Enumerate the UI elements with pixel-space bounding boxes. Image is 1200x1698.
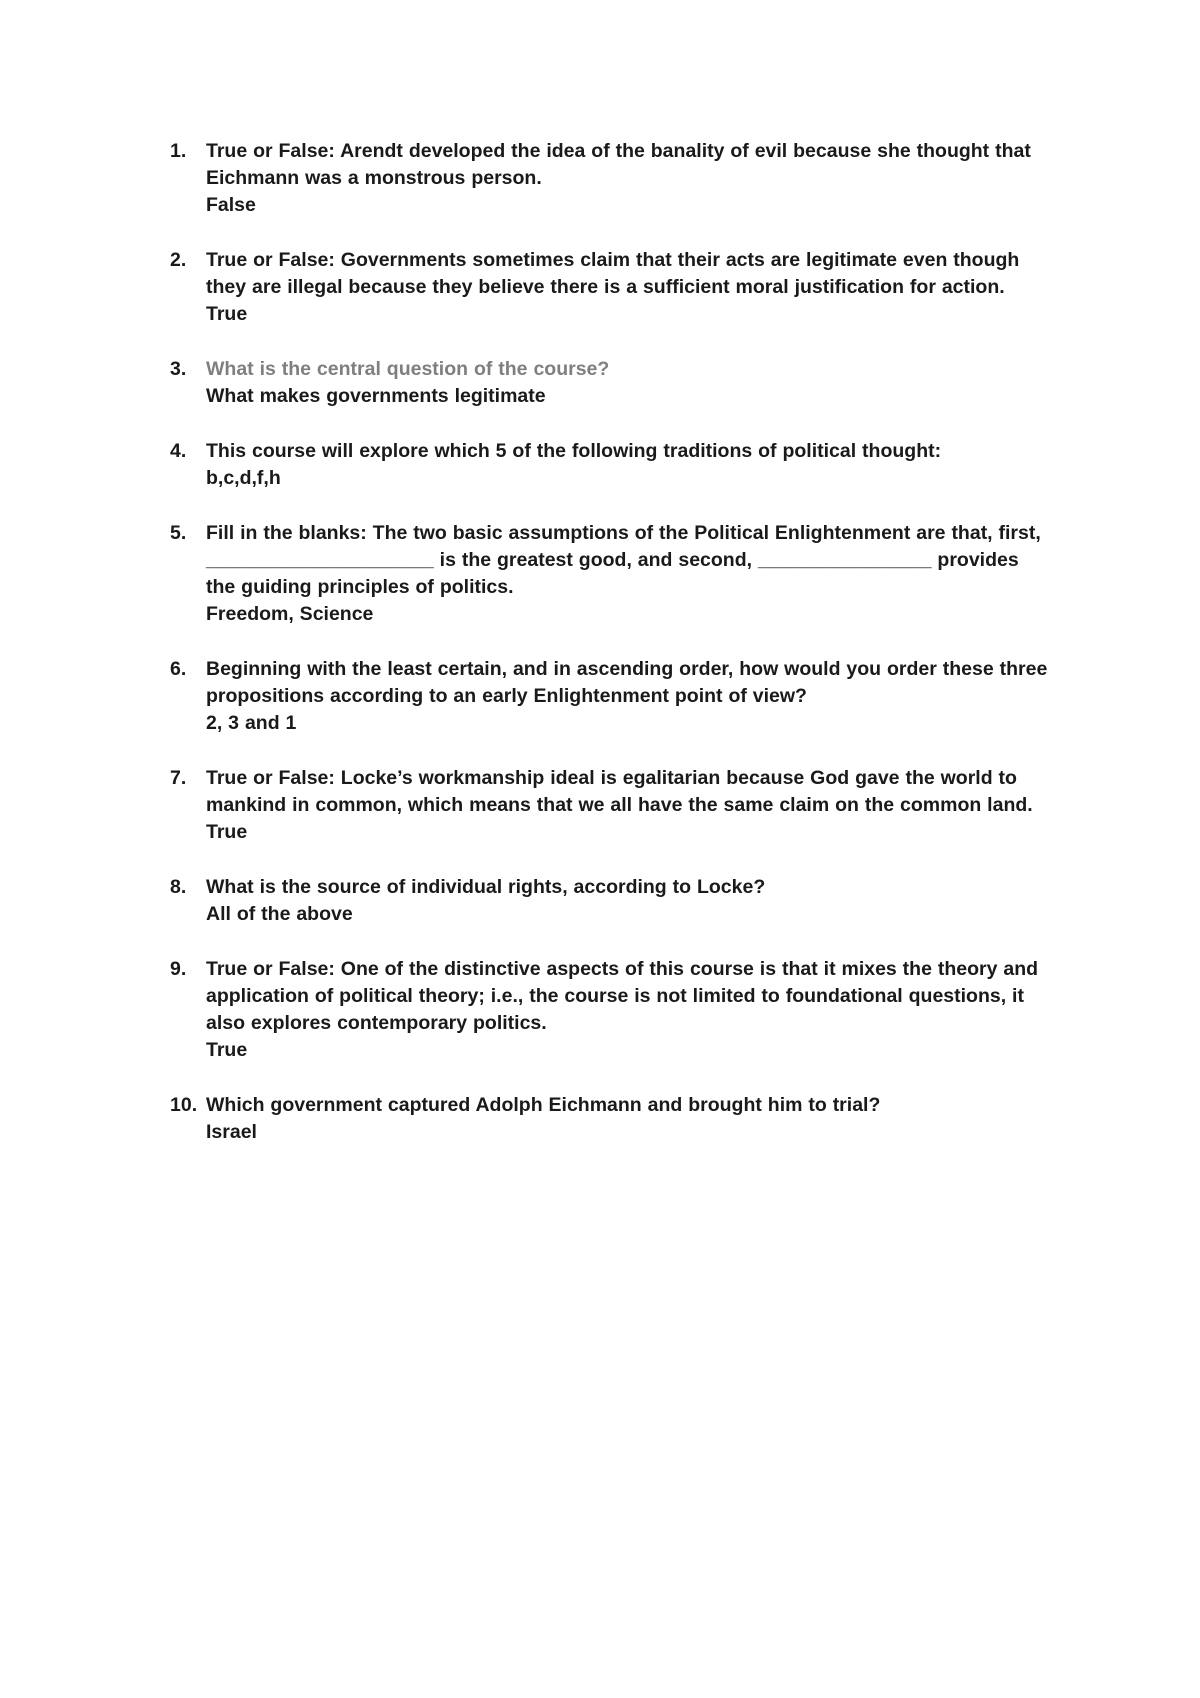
quiz-item-5 bbox=[170, 520, 1050, 628]
question-text: True or False: Locke’s workmanship ideal is egalitarian because God gave the world to mankind in common, which means that we all have the same claim on the common land. bbox=[206, 767, 1033, 816]
item-content bbox=[206, 138, 1050, 219]
quiz-item-2 bbox=[170, 247, 1050, 328]
item-content bbox=[206, 247, 1050, 328]
question-text: What is the source of individual rights, according to Locke? bbox=[206, 876, 766, 898]
quiz-item-4 bbox=[170, 438, 1050, 492]
item-content bbox=[206, 874, 1050, 928]
question-text: What is the central question of the course? bbox=[206, 358, 610, 380]
quiz-answer-list bbox=[170, 138, 1050, 1174]
quiz-item-3 bbox=[170, 356, 1050, 410]
answer-text: b,c,d,f,h bbox=[206, 467, 281, 489]
item-content bbox=[206, 356, 1050, 410]
answer-text: All of the above bbox=[206, 903, 353, 925]
quiz-item-8 bbox=[170, 874, 1050, 928]
quiz-item-7 bbox=[170, 765, 1050, 846]
answer-text: What makes governments legitimate bbox=[206, 385, 546, 407]
answer-text: Israel bbox=[206, 1121, 257, 1143]
question-text: This course will explore which 5 of the following traditions of political thought: bbox=[206, 440, 942, 462]
answer-text: True bbox=[206, 1039, 248, 1061]
question-text: True or False: Arendt developed the idea of the banality of evil because she thought that Eichmann was a monstrous person. bbox=[206, 140, 1031, 189]
answer-text: False bbox=[206, 194, 256, 216]
answer-text: Freedom, Science bbox=[206, 603, 374, 625]
item-content bbox=[206, 656, 1050, 737]
answer-text: 2, 3 and 1 bbox=[206, 712, 297, 734]
question-text: Beginning with the least certain, and in ascending order, how would you order these three propositions according to an early Enlightenment point of view? bbox=[206, 658, 1048, 707]
question-text: True or False: Governments sometimes claim that their acts are legitimate even though they are illegal because they believe there is a sufficient moral justification for action. bbox=[206, 249, 1020, 298]
item-number: 6. bbox=[170, 658, 187, 680]
item-number: 10. bbox=[170, 1094, 198, 1116]
item-content bbox=[206, 765, 1050, 846]
item-content bbox=[206, 438, 1050, 492]
answer-text: True bbox=[206, 303, 248, 325]
item-number: 9. bbox=[170, 958, 187, 980]
question-text: Which government captured Adolph Eichmann and brought him to trial? bbox=[206, 1094, 881, 1116]
item-number: 5. bbox=[170, 522, 187, 544]
quiz-item-10 bbox=[170, 1092, 1050, 1146]
item-number: 1. bbox=[170, 140, 187, 162]
question-text: Fill in the blanks: The two basic assumptions of the Political Enlightenment are that, first, _____________________ is the greatest good, and second, ________________ provides the guiding principles of politics. bbox=[206, 522, 1041, 598]
item-content bbox=[206, 1092, 1050, 1146]
item-number: 7. bbox=[170, 767, 187, 789]
item-number: 2. bbox=[170, 249, 187, 271]
quiz-item-1 bbox=[170, 138, 1050, 219]
question-text: True or False: One of the distinctive aspects of this course is that it mixes the theory and application of political theory; i.e., the course is not limited to foundational questions, it also explores contemporary politics. bbox=[206, 958, 1039, 1034]
item-number: 3. bbox=[170, 358, 187, 380]
quiz-item-6 bbox=[170, 656, 1050, 737]
answer-text: True bbox=[206, 821, 248, 843]
quiz-item-9 bbox=[170, 956, 1050, 1064]
item-number: 4. bbox=[170, 440, 187, 462]
item-content bbox=[206, 956, 1050, 1064]
item-number: 8. bbox=[170, 876, 187, 898]
item-content bbox=[206, 520, 1050, 628]
